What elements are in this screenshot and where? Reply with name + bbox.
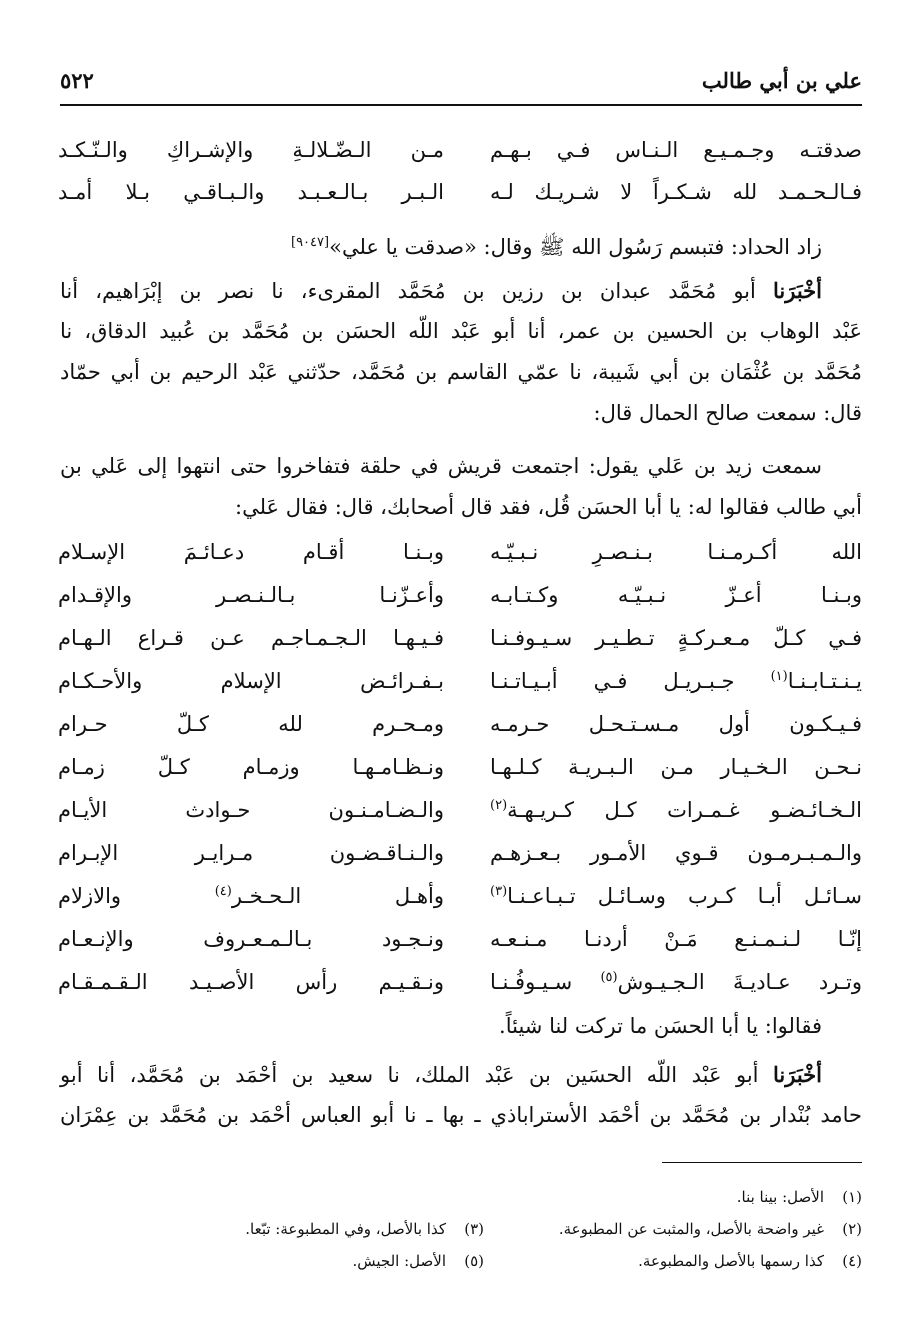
poem-verse (58, 884, 862, 924)
poem-verse (58, 755, 862, 795)
hemistich-text: الـخـائـضـو غـمـرات كـل كـريـهـة (507, 798, 862, 822)
poem-verse (58, 798, 862, 838)
verse-second-hemistich: والـضـامـنـون حـوادث الأيـام (58, 798, 444, 822)
verse-second-hemistich: بـفـرائـض الإسلام والأحـكـام (58, 669, 444, 693)
hemistich-text: والازلام (58, 884, 215, 908)
footnote-marker: (٥) (600, 970, 618, 985)
footnote (737, 1188, 862, 1206)
verse-first-hemistich: وبـنـا أعـزّ نـبـيّـه وكـتـابـه (490, 583, 862, 607)
verse-first-hemistich (490, 669, 862, 693)
isnad-line (60, 1054, 862, 1095)
story-paragraph (60, 446, 862, 528)
zad-paragraph (60, 222, 862, 263)
hemistich-text: وأهـل الـحـخـر (231, 884, 444, 908)
poem-verse (58, 669, 862, 709)
footnote (638, 1252, 862, 1270)
footnote-text: الأصل: الجيش. (352, 1252, 446, 1270)
footnote-number: (٣) (464, 1220, 484, 1238)
isnad-line: حامد بُنْدار بن مُحَمَّد بن أحْمَد الأستراباذي ـ بها ـ نا أبو العباس أحْمَد بن مُحَمَّد بن عِمْرَان (60, 1103, 862, 1127)
story-line: أبي طالب فقالوا له: يا أبا الحسَن قُل، فقد قال أصحابك، قال: فقال عَلي: (235, 495, 862, 519)
verse-first-hemistich: الله أكـرمـنـا بـنـصـرِ نـبـيّـه (490, 540, 862, 564)
page-header (60, 62, 862, 108)
footnote (353, 1252, 484, 1270)
verse-first-hemistich: فـالـحـمـد لله شـكـراً لا شـريـك لـه (490, 180, 862, 204)
footnote-marker: (٤) (214, 884, 232, 899)
hemistich-text: يـنـتـابـنـا (787, 669, 862, 693)
verse-second-hemistich: وبـنـا أقـام دعـائـمَ الإسـلام (58, 540, 444, 564)
footnote-text: الأصل: بينا بنا. (736, 1188, 824, 1206)
verse-first-hemistich: نـحـن الـخـيـار مـن الـبـريـة كـلـهـا (490, 755, 862, 779)
poem-verse (58, 712, 862, 752)
footnote-number: (١) (842, 1188, 862, 1206)
verse-first-hemistich: فـيـكـون أول مـسـتـحـل حـرمـه (490, 712, 862, 736)
hemistich-text: جـبـريـل فـي أبـيـاتـنـا (490, 669, 771, 693)
isnad-paragraph-1 (60, 270, 862, 434)
footnote-text: كذا رسمها بالأصل والمطبوعة. (638, 1252, 824, 1270)
running-title: علي بن أبي طالب (701, 68, 862, 93)
verse-first-hemistich: إنّـا لـنـمـنـع مَـنْ أردنـا مـنـعـه (490, 927, 862, 951)
footnote-rule (662, 1162, 862, 1163)
verse-first-hemistich: صدقتـه وجـمـيـع الـنـاس فـي بـهـم (490, 138, 862, 162)
verse-second-hemistich: وأعـزّنـا بـالـنـصـر والإقـدام (58, 583, 444, 607)
footnote (559, 1220, 862, 1238)
poem-verse (58, 626, 862, 666)
footnote-marker: (٢) (490, 798, 508, 813)
verse-first-hemistich: والـمـبـرمـون قـوي الأمـور بـعـزهـم (490, 841, 862, 865)
footnote-number: (٥) (464, 1252, 484, 1270)
poem-verse (58, 540, 862, 580)
verse-second-hemistich: الـبـر بـالـعـبـد والـبـاقـي بـلا أمـد (58, 180, 444, 204)
story-line: سمعت زيد بن عَلي يقول: اجتمعت قريش في حلقة فتفاخروا حتى انتهوا إلى عَلي بن (60, 454, 822, 478)
verse-second-hemistich: فـيـهـا الـجـمـاجـم عـن قـراع الـهـام (58, 626, 444, 650)
after-poem-paragraph (60, 1006, 862, 1047)
verse-second-hemistich: مـن الـضّـلالـةِ والإشـراكِ والـنّـكـد (58, 138, 444, 162)
verse-second-hemistich (58, 884, 444, 908)
after-poem-line: فقالوا: يا أبا الحسَن ما تركت لنا شيئاً. (499, 1014, 822, 1038)
zad-text: زاد الحداد: فتبسم رَسُول الله ﷺ وقال: «صدقت يا علي» (329, 235, 822, 259)
isnad-text: أبو عَبْد اللّه الحسَين بن عَبْد الملك، نا سعيد بن أحْمَد بن مُحَمَّد، أنا أبو (60, 1063, 774, 1087)
akhbarana-keyword: أخْبَرَنا (773, 1062, 822, 1087)
verse-line (58, 180, 862, 220)
poem-verse (58, 927, 862, 967)
hemistich-text: سـيـوفُـنـا (490, 970, 601, 994)
footnote-text: غير واضحة بالأصل، والمثبت عن المطبوعة. (558, 1220, 824, 1238)
footnote-number: (٢) (842, 1220, 862, 1238)
isnad-line: مُحَمَّد بن عُثْمَان بن أبي شَيبة، نا عمّي القاسم بن مُحَمَّد، حدّثني عَبْد الرحيم بن أبي حمّاد (60, 360, 862, 384)
isnad-text: أبو مُحَمَّد عبدان بن رزين بن مُحَمَّد المقرىء، نا نصر بن إبْرَاهيم، أنا (60, 279, 774, 303)
poem-verse (58, 583, 862, 623)
verse-first-hemistich (490, 970, 862, 994)
isnad-paragraph-2 (60, 1054, 862, 1136)
verse-first-hemistich: فـي كـلّ مـعـركـةٍ تـطـيـر سـيـوفـنـا (490, 626, 862, 650)
footnote-text: كذا بالأصل، وفي المطبوعة: تبّعا. (245, 1220, 446, 1238)
isnad-line: قال: سمعت صالح الحمال قال: (593, 401, 862, 425)
hemistich-text: سـائـل أبـا كـرب وسـائـل تـبـاعـنـا (507, 884, 862, 908)
akhbarana-keyword: أخْبَرَنا (773, 278, 822, 303)
verse-second-hemistich: ونـقـيـم رأس الأصـيـد الـقـمـقـام (58, 970, 444, 994)
verse-line (58, 138, 862, 178)
verse-first-hemistich (490, 798, 862, 822)
footnote-number: (٤) (842, 1252, 862, 1270)
isnad-line (60, 270, 862, 311)
zad-line (60, 222, 862, 263)
poem-verse (58, 841, 862, 881)
verse-second-hemistich: ونـجـود بـالـمـعـروف والإنـعـام (58, 927, 444, 951)
footnote (245, 1220, 484, 1238)
verse-second-hemistich: والـنـاقـضـون مـرايـر الإبـرام (58, 841, 444, 865)
page-number: ٥٢٢ (60, 68, 94, 93)
verse-first-hemistich (490, 884, 862, 908)
isnad-line: عَبْد الوهاب بن الحسين بن عمر، أنا أبو عَبْد اللّه الحسَن بن مُحَمَّد بن عُبيد الدقاق، نا (60, 319, 862, 343)
reference-number: [٩٠٤٧] (291, 235, 330, 250)
footnote-marker: (١) (770, 669, 788, 684)
verse-second-hemistich: ونـظـامـهـا وزمـام كـلّ زمـام (58, 755, 444, 779)
footnote-marker: (٣) (490, 884, 508, 899)
header-rule (60, 104, 862, 106)
hemistich-text: وتـرد عـاديـةَ الـجـيـوش (617, 970, 862, 994)
verse-second-hemistich: ومـحـرم لله كـلّ حـرام (58, 712, 444, 736)
poem-verse (58, 970, 862, 1010)
